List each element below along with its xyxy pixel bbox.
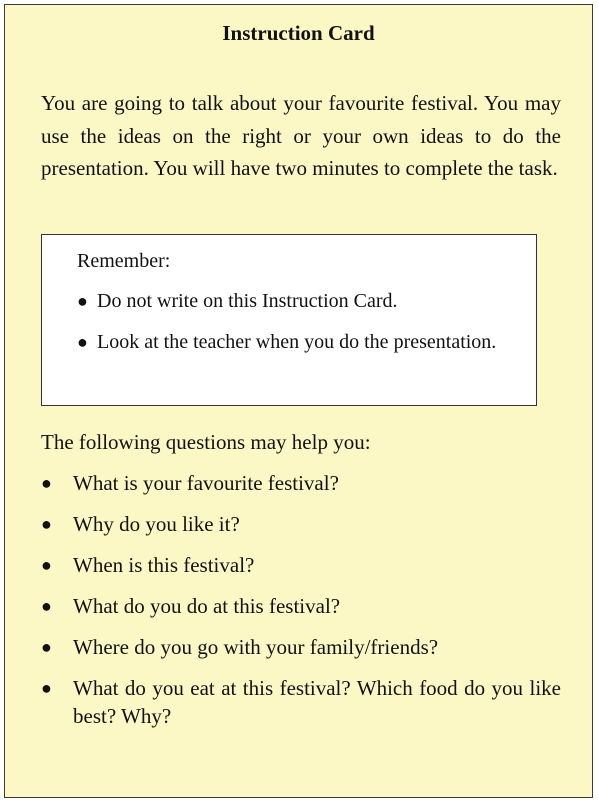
instruction-card bbox=[4, 4, 593, 798]
bullet-icon: ● bbox=[41, 514, 52, 534]
questions-heading: The following questions may help you: bbox=[41, 430, 371, 454]
list-item bbox=[41, 674, 561, 730]
remember-box bbox=[41, 234, 537, 406]
question-text: What do you do at this festival? bbox=[73, 594, 341, 618]
list-item bbox=[41, 551, 561, 579]
list-item bbox=[41, 633, 561, 661]
question-text: What do you eat at this festival? Which food do you like best? Why? bbox=[73, 676, 561, 728]
bullet-icon: ● bbox=[77, 291, 88, 311]
bullet-icon: ● bbox=[41, 596, 52, 616]
question-text: Why do you like it? bbox=[73, 512, 240, 536]
questions-list bbox=[41, 469, 561, 743]
question-text: When is this festival? bbox=[73, 553, 255, 577]
bullet-icon: ● bbox=[77, 332, 88, 352]
list-item bbox=[77, 329, 502, 356]
bullet-icon: ● bbox=[41, 555, 52, 575]
remember-item-text: Do not write on this Instruction Card. bbox=[97, 290, 398, 312]
remember-list bbox=[77, 288, 502, 370]
bullet-icon: ● bbox=[41, 473, 52, 493]
bullet-icon: ● bbox=[41, 637, 52, 657]
list-item bbox=[41, 592, 561, 620]
list-item bbox=[77, 288, 502, 315]
question-text: What is your favourite festival? bbox=[73, 471, 339, 495]
list-item bbox=[41, 510, 561, 538]
list-item bbox=[41, 469, 561, 497]
question-text: Where do you go with your family/friends? bbox=[73, 635, 439, 659]
remember-heading: Remember: bbox=[77, 250, 171, 272]
remember-item-text: Look at the teacher when you do the presentation. bbox=[97, 331, 497, 353]
bullet-icon: ● bbox=[41, 678, 52, 698]
card-title: Instruction Card bbox=[222, 21, 375, 45]
intro-paragraph: You are going to talk about your favourite festival. You may use the ideas on the right or your own ideas to do the presentation. You will have two minutes to complete the task. bbox=[41, 91, 561, 180]
